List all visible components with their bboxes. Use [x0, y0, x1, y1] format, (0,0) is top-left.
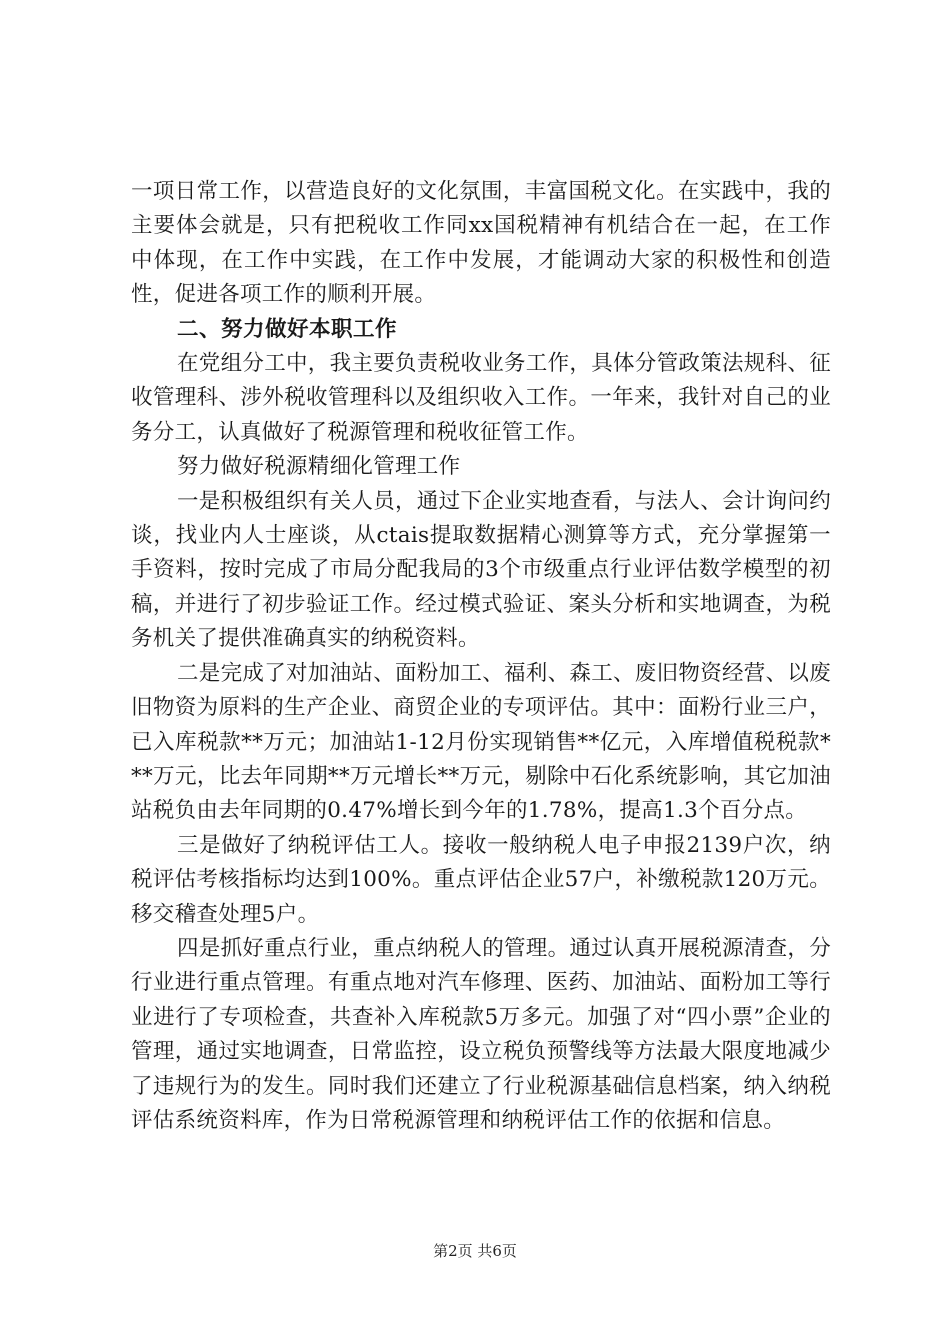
paragraph-point-four: 四是抓好重点行业，重点纳税人的管理。通过认真开展税源清查，分行业进行重点管理。有重点地对汽车修理、医药、加油站、面粉加工等行业进行了专项检查，共查补入库税款5万多元。加强了对“四小票”企业的管理，通过实地调查，日常监控，设立税负预警线等方法最大限度地减少了违规行为的发生。同时我们还建立了行业税源基础信息档案，纳入纳税评估系统资料库，作为日常税源管理和纳税评估工作的依据和信息。: [131, 935, 832, 1133]
paragraph-duties: 在党组分工中，我主要负责税收业务工作，具体分管政策法规科、征收管理科、涉外税收管理科以及组织收入工作。一年来，我针对自己的业务分工，认真做好了税源管理和税收征管工作。: [131, 351, 832, 445]
section-heading: 二、努力做好本职工作: [177, 316, 398, 342]
paragraph-point-three: 三是做好了纳税评估工人。接收一般纳税人电子申报2139户次，纳税评估考核指标均达到100%。重点评估企业57户，补缴税款120万元。移交稽查处理5户。: [131, 832, 831, 927]
paragraph-point-two: 二是完成了对加油站、面粉加工、福利、森工、废旧物资经营、以废旧物资为原料的生产企业、商贸企业的专项评估。其中：面粉行业三户，已入库税款**万元；加油站1-12月份实现销售**亿元，入库增值税税款***万元，比去年同期**万元增长**万元，剔除中石化系统影响，其它加油站税负由去年同期的0.47%增长到今年的1.78%，提高1.3个百分点。: [131, 660, 832, 824]
subsection-heading: 努力做好税源精细化管理工作: [177, 454, 461, 480]
document-body: [131, 175, 831, 1138]
paragraph-point-one: 一是积极组织有关人员，通过下企业实地查看，与法人、会计询问约谈，找业内人士座谈，从ctais提取数据精心测算等方式，充分掌握第一手资料，按时完成了市局分配我局的3个市级重点行业评估数学模型的初稿，并进行了初步验证工作。经过模式验证、案头分析和实地调查，为税务机关了提供准确真实的纳税资料。: [131, 488, 832, 652]
page-footer: 第2页 共6页: [433, 1242, 517, 1260]
paragraph-continuation: 一项日常工作，以营造良好的文化氛围，丰富国税文化。在实践中，我的主要体会就是，只有把税收工作同xx国税精神有机结合在一起，在工作中体现，在工作中实践，在工作中发展，才能调动大家的积极性和创造性，促进各项工作的顺利开展。: [131, 179, 831, 308]
